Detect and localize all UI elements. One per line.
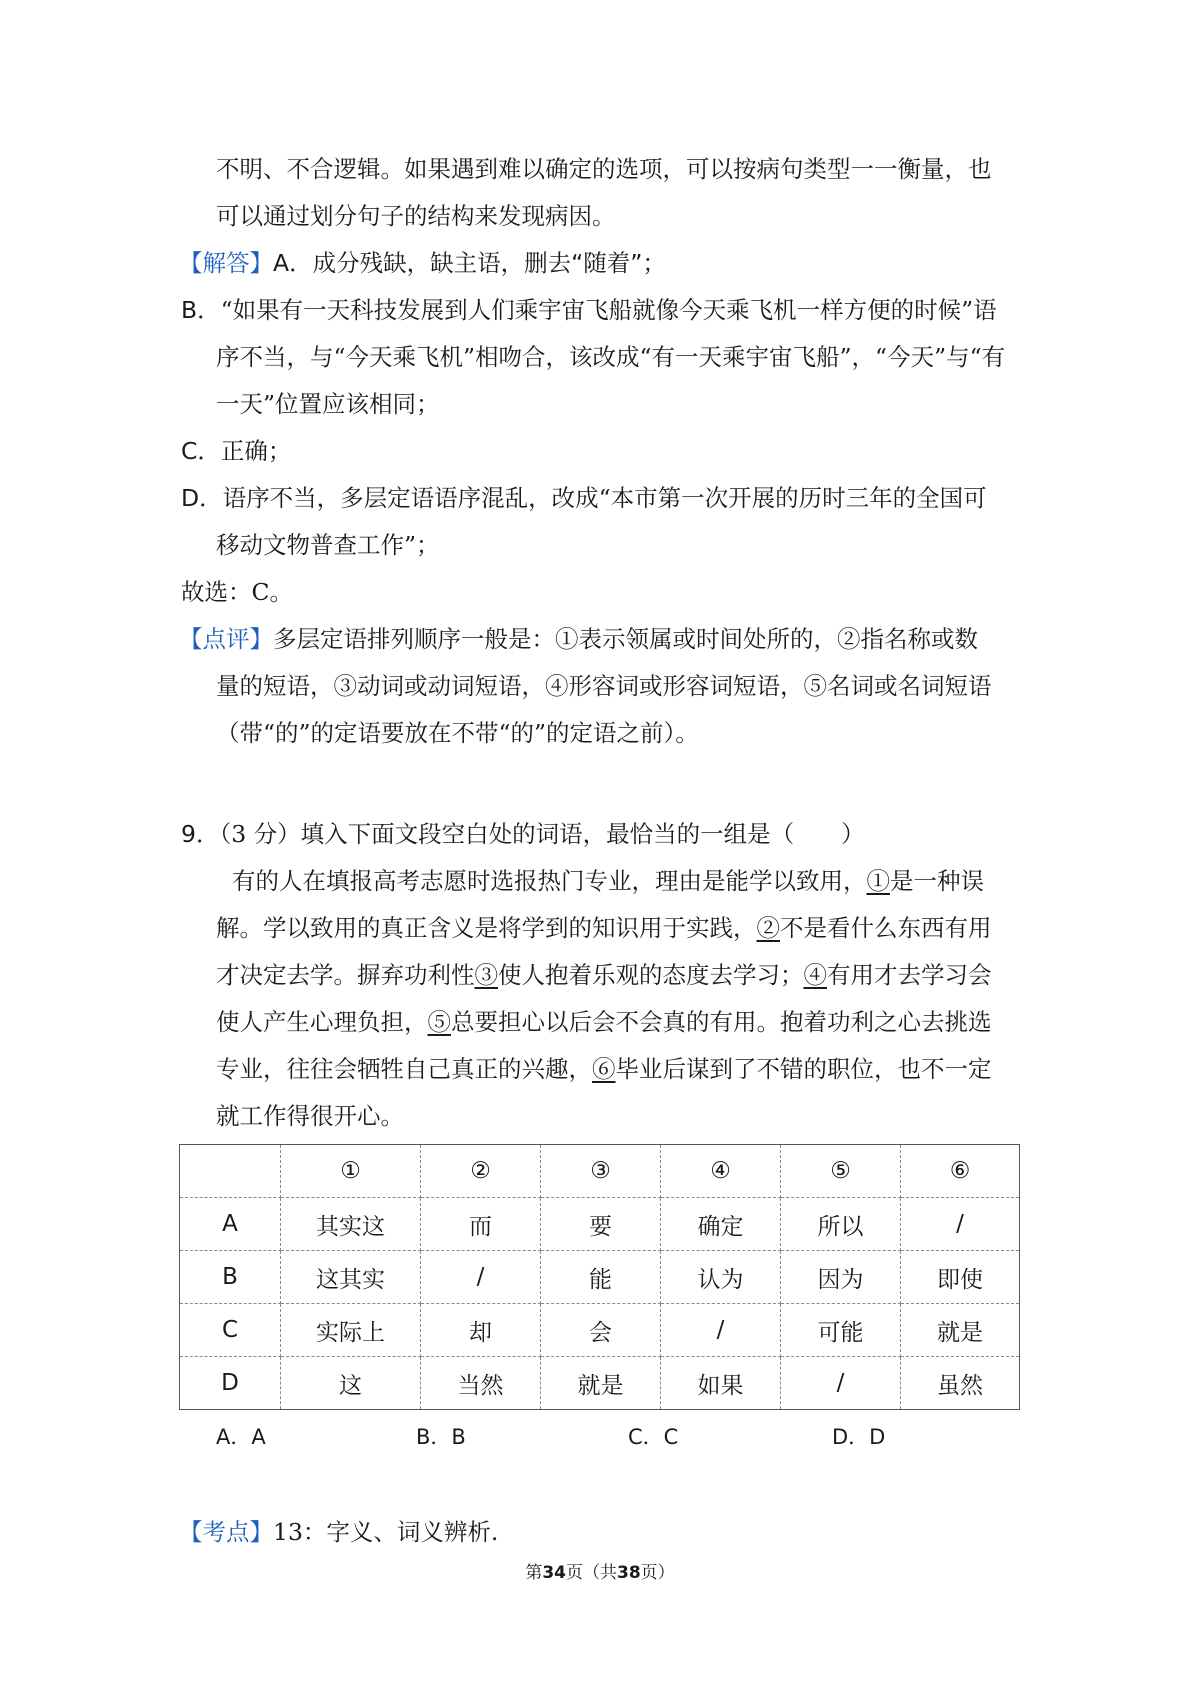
passage-text: 才决定去学。摒弃功利性 xyxy=(216,961,475,989)
answer-b-line-3: 一天”位置应该相同； xyxy=(216,390,440,418)
blank-marker-3: ③ xyxy=(474,961,498,989)
table-cell: 如果 xyxy=(661,1357,781,1410)
table-cell: 当然 xyxy=(421,1357,541,1410)
footer-page-number: 34 xyxy=(542,1563,566,1583)
question-stem xyxy=(181,818,865,850)
passage-text: 使人抱着乐观的态度去学习； xyxy=(498,961,804,989)
answer-a-line xyxy=(179,247,666,279)
table-cell: 可能 xyxy=(781,1304,901,1357)
table-row xyxy=(180,1357,1020,1410)
blank-marker-1: ① xyxy=(866,867,890,895)
table-cell: 而 xyxy=(421,1198,541,1251)
table-row-label: D xyxy=(180,1357,281,1410)
choice-d: D．D xyxy=(832,1425,886,1449)
blank-marker-6: ⑥ xyxy=(592,1055,616,1083)
answer-choice: 故选：C。 xyxy=(181,578,293,606)
table-header-cell: ② xyxy=(421,1145,541,1198)
table-row xyxy=(180,1304,1020,1357)
table-cell: 虽然 xyxy=(901,1357,1020,1410)
table-cell: / xyxy=(421,1251,541,1304)
passage-text: 是一种误 xyxy=(890,867,984,895)
table-cell: / xyxy=(781,1357,901,1410)
table-cell: 能 xyxy=(541,1251,661,1304)
table-cell: 要 xyxy=(541,1198,661,1251)
table-cell: 却 xyxy=(421,1304,541,1357)
comment-tag: 【点评】 xyxy=(179,625,273,653)
table-cell: 其实这 xyxy=(281,1198,421,1251)
answer-b-label: B． xyxy=(181,296,221,324)
table-cell: 认为 xyxy=(661,1251,781,1304)
comment-line-1 xyxy=(179,623,978,655)
passage-line-6: 就工作得很开心。 xyxy=(216,1102,404,1130)
footer-total-pages: 38 xyxy=(617,1563,641,1583)
blank-marker-4: ④ xyxy=(803,961,827,989)
comment-line-3: （带“的”的定语要放在不带“的”的定语之前）。 xyxy=(216,719,699,747)
answer-d-line-1 xyxy=(181,482,987,514)
comment-line-2: 量的短语，③动词或动词短语，④形容词或形容词短语，⑤名词或名词短语 xyxy=(216,672,992,700)
passage-text: 不是看什么东西有用 xyxy=(780,914,992,942)
analysis-line-2: 可以通过划分句子的结构来发现病因。 xyxy=(216,202,616,230)
blank-marker-5: ⑤ xyxy=(427,1008,451,1036)
table-cell: 实际上 xyxy=(281,1304,421,1357)
passage-text: 总要担心以后会不会真的有用。抱着功利之心去挑选 xyxy=(451,1008,992,1036)
table-row xyxy=(180,1198,1020,1251)
table-header-cell: ⑥ xyxy=(901,1145,1020,1198)
table-cell: 这其实 xyxy=(281,1251,421,1304)
table-cell: 因为 xyxy=(781,1251,901,1304)
table-header-cell: ⑤ xyxy=(781,1145,901,1198)
footer-text: 第 xyxy=(525,1563,543,1583)
table-cell: 即使 xyxy=(901,1251,1020,1304)
table-cell: 这 xyxy=(281,1357,421,1410)
passage-text: 解。学以致用的真正含义是将学到的知识用于实践， xyxy=(216,914,757,942)
passage-line-2 xyxy=(216,912,992,944)
answer-d-line-2: 移动文物普查工作”； xyxy=(216,531,440,559)
answer-b-text-1: “如果有一天科技发展到人们乘宇宙飞船就像今天乘飞机一样方便的时候”语 xyxy=(220,296,997,324)
kaodian-text: 13：字义、词义辨析. xyxy=(273,1518,499,1546)
table-row xyxy=(180,1251,1020,1304)
analysis-line-1: 不明、不合逻辑。如果遇到难以确定的选项，可以按病句类型一一衡量，也 xyxy=(216,155,992,183)
answer-b-line-1 xyxy=(181,294,997,326)
passage-line-5 xyxy=(216,1053,992,1085)
choice-b: B．B xyxy=(416,1425,466,1449)
table-header-cell xyxy=(180,1145,281,1198)
blank-marker-2: ② xyxy=(756,914,780,942)
table-header-row xyxy=(180,1145,1020,1198)
options-table xyxy=(179,1144,1020,1410)
table-header-cell: ① xyxy=(281,1145,421,1198)
table-header-cell: ③ xyxy=(541,1145,661,1198)
answer-tag: 【解答】 xyxy=(179,249,273,277)
table-cell: 所以 xyxy=(781,1198,901,1251)
table-cell: 就是 xyxy=(541,1357,661,1410)
answer-c-line: C．正确； xyxy=(181,437,292,465)
passage-text: 使人产生心理负担， xyxy=(216,1008,428,1036)
answer-d-text-1: 语序不当，多层定语语序混乱，改成“本市第一次开展的历时三年的全国可 xyxy=(222,484,987,512)
answer-b-line-2: 序不当，与“今天乘飞机”相吻合，该改成“有一天乘宇宙飞船”，“今天”与“有 xyxy=(216,343,1006,371)
table-row-label: C xyxy=(180,1304,281,1357)
kaodian-line xyxy=(179,1516,498,1548)
passage-text: 有的人在填报高考志愿时选报热门专业，理由是能学以致用， xyxy=(232,867,867,895)
table-cell: 确定 xyxy=(661,1198,781,1251)
passage-line-4 xyxy=(216,1006,992,1038)
question-number: 9． xyxy=(181,820,220,848)
footer-text: 页（共 xyxy=(566,1563,617,1583)
choice-a: A．A xyxy=(216,1425,266,1449)
passage-line-3 xyxy=(216,959,992,991)
table-cell: / xyxy=(661,1304,781,1357)
passage-text: 专业，往往会牺牲自己真正的兴趣， xyxy=(216,1055,592,1083)
choice-c: C．C xyxy=(628,1425,679,1449)
passage-text: 有用才去学习会 xyxy=(827,961,992,989)
table-cell: 会 xyxy=(541,1304,661,1357)
kaodian-tag: 【考点】 xyxy=(179,1518,273,1546)
page-footer xyxy=(0,1561,1200,1585)
passage-line-1 xyxy=(232,865,984,897)
table-row-label: B xyxy=(180,1251,281,1304)
footer-text: 页） xyxy=(640,1563,675,1583)
passage-text: 毕业后谋到了不错的职位，也不一定 xyxy=(615,1055,992,1083)
table-row-label: A xyxy=(180,1198,281,1251)
table-cell: / xyxy=(901,1198,1020,1251)
table-cell: 就是 xyxy=(901,1304,1020,1357)
comment-text-1: 多层定语排列顺序一般是：①表示领属或时间处所的，②指名称或数 xyxy=(273,625,978,653)
table-header-cell: ④ xyxy=(661,1145,781,1198)
answer-a-text: A．成分残缺，缺主语，删去“随着”； xyxy=(273,249,666,277)
question-stem-text: （3 分）填入下面文段空白处的词语，最恰当的一组是（ ） xyxy=(219,820,865,848)
answer-d-label: D． xyxy=(181,484,223,512)
